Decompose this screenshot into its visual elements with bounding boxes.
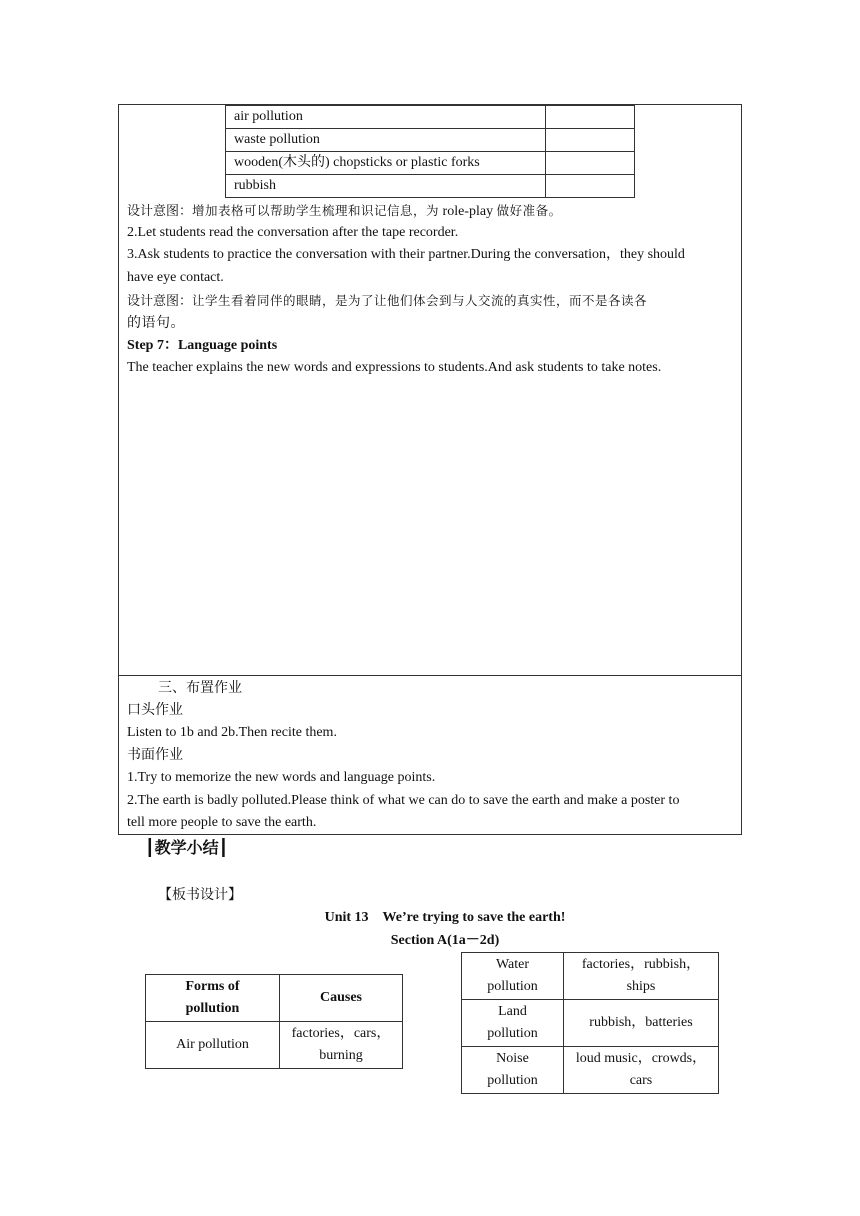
cell-line: Water [495,957,530,972]
header-line: pollution [185,1001,240,1016]
cell-line: Land [498,1004,527,1019]
step-7-title: Step 7：Language points [127,338,278,353]
table-cell [564,1047,719,1094]
table-cell [564,953,719,1000]
board-design-title: 【板书设计】 [158,887,242,903]
design-intent-1 [127,200,737,223]
homework-heading: 三、布置作业 [158,680,242,696]
design-intent-text: 让学生看着同伴的眼睛，是为了让他们体会到与人交流的真实性，而不是各读各 [192,293,648,308]
table-row [226,152,635,175]
step-3-text-line2: have eye contact. [127,270,224,285]
written-homework-2-line2: tell more people to save the earth. [127,815,317,830]
table-cell [546,129,635,152]
cell-line: cars [629,1073,653,1088]
cell-line: pollution [487,979,538,994]
written-homework-2-line1: 2.The earth is badly polluted.Please think of what we can do to save the earth and make a poster to [127,793,680,808]
table-cell [462,1000,564,1047]
table-header-cell: Causes [280,975,403,1022]
cell-line: factories，cars， [291,1026,391,1041]
step-3-text-line1: 3.Ask students to practice the conversation with their partner.During the conversation，they should [127,247,685,262]
design-intent-2 [127,290,737,313]
table-cell [462,953,564,1000]
table-row [226,129,635,152]
table-row [462,953,719,1000]
table-cell: wooden(木头的) chopsticks or plastic forks [226,152,546,175]
summary-title: ┃教学小结┃ [145,838,229,857]
cell-line: loud music，crowds， [575,1051,707,1066]
design-intent-label: 设计意图： [127,204,193,219]
oral-homework-text: Listen to 1b and 2b.Then recite them. [127,725,337,740]
pollution-causes-table-1 [145,974,403,1069]
pollution-causes-table-2 [461,952,719,1094]
unit-title: Unit 13 We’re trying to save the earth! [324,910,566,925]
table-row [462,1047,719,1094]
table-header-cell [146,975,280,1022]
table-cell [462,1047,564,1094]
table-row [146,1022,403,1069]
cell-line: Noise [496,1051,529,1066]
table-row [226,106,635,129]
table-row [146,975,403,1022]
step-7-text: The teacher explains the new words and expressions to students.And ask students to take notes. [127,360,662,375]
table-cell: waste pollution [226,129,546,152]
table-row [462,1000,719,1047]
table-cell: rubbish，batteries [564,1000,719,1047]
oral-homework-label: 口头作业 [127,702,183,718]
cell-line: burning [319,1048,363,1063]
cell-line: factories，rubbish， [581,957,701,972]
design-intent-text: 增加表格可以帮助学生梳理和识记信息，为 [192,203,440,218]
table-cell [546,152,635,175]
cell-line: ships [626,979,656,994]
written-homework-label: 书面作业 [127,747,183,763]
table-cell [546,175,635,198]
pollution-checklist-table [225,105,635,198]
written-homework-1: 1.Try to memorize the new words and language points. [127,770,436,785]
design-intent-2-line2: 的语句。 [127,315,185,331]
cell-line: pollution [487,1026,538,1041]
design-intent-end: 做好准备。 [496,203,562,218]
cell-line: pollution [487,1073,538,1088]
table-cell [280,1022,403,1069]
table-row [226,175,635,198]
header-line: Forms of [185,979,240,994]
table-cell: rubbish [226,175,546,198]
table-cell [546,106,635,129]
section-title: Section A(1a－2d) [390,933,500,948]
table-cell: Air pollution [146,1022,280,1069]
step-2-text: 2.Let students read the conversation after the tape recorder. [127,225,459,240]
design-intent-latin: role-play [439,204,497,219]
table-cell: air pollution [226,106,546,129]
design-intent-label: 设计意图： [127,294,193,309]
